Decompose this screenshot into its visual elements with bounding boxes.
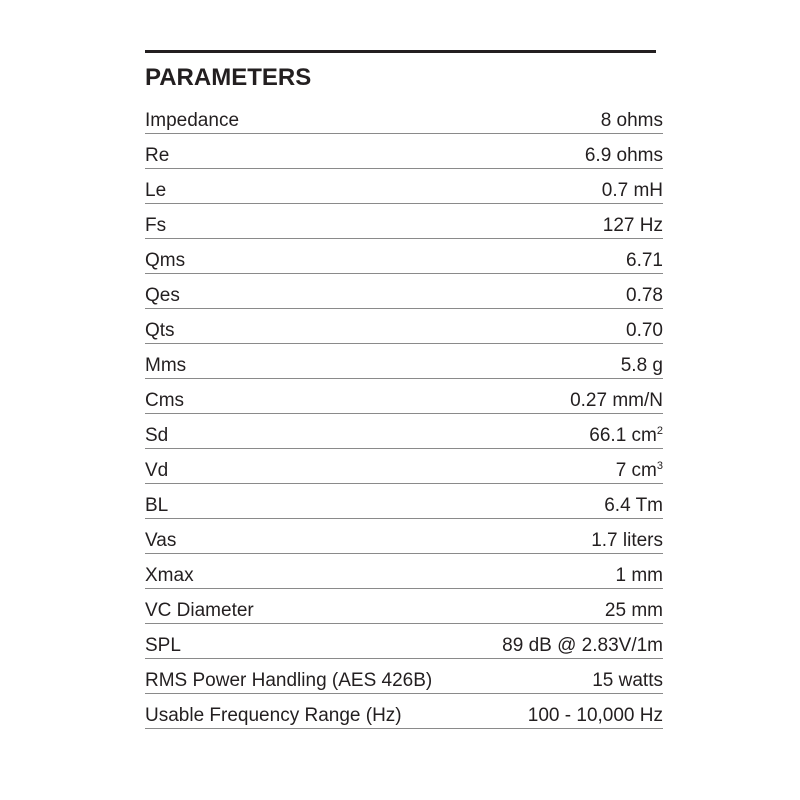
parameter-row — [145, 414, 663, 449]
parameter-row — [145, 309, 663, 344]
parameter-value — [603, 215, 663, 237]
parameter-row — [145, 134, 663, 169]
parameter-label: Usable Frequency Range (Hz) — [145, 705, 402, 726]
parameter-row — [145, 99, 663, 134]
parameter-value — [616, 565, 664, 587]
parameter-row — [145, 694, 663, 729]
parameter-value — [570, 390, 663, 412]
parameters-sheet — [145, 50, 663, 729]
parameter-label: RMS Power Handling (AES 426B) — [145, 670, 433, 691]
parameter-label: Sd — [145, 425, 169, 446]
parameter-value-text: 0.27 mm/N — [570, 390, 663, 411]
parameter-value-text: 0.70 — [626, 320, 663, 341]
parameter-row — [145, 344, 663, 379]
parameter-label: VC Diameter — [145, 600, 254, 621]
parameter-unit-exponent: 2 — [656, 425, 663, 437]
parameter-label: Vd — [145, 460, 169, 481]
parameter-value — [605, 600, 663, 622]
parameter-value-text: 127 Hz — [602, 215, 663, 236]
parameter-row — [145, 169, 663, 204]
parameter-value-text: 5.8 g — [620, 355, 663, 376]
parameter-value-text: 7 cm — [615, 460, 657, 481]
parameter-value-text: 0.7 mH — [601, 180, 663, 201]
parameter-label: Fs — [145, 215, 167, 236]
parameter-value-text: 0.78 — [626, 285, 663, 306]
parameter-label: Qms — [145, 250, 186, 271]
parameter-value — [616, 460, 663, 482]
parameter-value-text: 1 mm — [615, 565, 663, 586]
parameter-row — [145, 239, 663, 274]
parameter-row — [145, 379, 663, 414]
parameter-value — [585, 145, 663, 167]
parameter-row — [145, 659, 663, 694]
parameter-value-text: 6.4 Tm — [604, 495, 663, 516]
parameter-label: Re — [145, 145, 170, 166]
parameter-row — [145, 449, 663, 484]
parameter-label: Cms — [145, 390, 185, 411]
parameter-value — [528, 705, 663, 727]
parameter-value — [592, 670, 663, 692]
parameter-value-text: 15 watts — [592, 670, 663, 691]
parameter-label: Xmax — [145, 565, 194, 586]
parameter-value — [589, 425, 663, 447]
parameter-value — [601, 110, 663, 132]
parameter-value-text: 100 - 10,000 Hz — [527, 705, 663, 726]
parameter-value-text: 8 ohms — [600, 110, 663, 131]
parameter-value — [502, 635, 663, 657]
parameter-label: Vas — [145, 530, 177, 551]
parameter-unit-exponent: 3 — [656, 460, 663, 472]
parameter-value — [591, 530, 663, 552]
parameter-row — [145, 589, 663, 624]
parameter-value — [604, 495, 663, 517]
parameter-value-text: 6.9 ohms — [584, 145, 663, 166]
parameter-row — [145, 519, 663, 554]
parameter-row — [145, 274, 663, 309]
parameter-value-text: 6.71 — [626, 250, 663, 271]
parameter-value — [626, 250, 663, 272]
parameter-value-text: 89 dB @ 2.83V/1m — [502, 635, 663, 656]
parameter-label: Qts — [145, 320, 175, 341]
parameter-value — [626, 320, 663, 342]
parameter-label: Le — [145, 180, 167, 201]
parameter-value-text: 25 mm — [604, 600, 663, 621]
page-title: PARAMETERS — [145, 64, 312, 91]
parameter-value-text: 66.1 cm — [589, 425, 657, 446]
parameter-row — [145, 624, 663, 659]
parameter-label: Mms — [145, 355, 187, 376]
parameters-table — [145, 99, 663, 729]
parameter-value — [626, 285, 663, 307]
parameter-value — [621, 355, 663, 377]
parameter-value-text: 1.7 liters — [591, 530, 663, 551]
parameter-value — [602, 180, 663, 202]
parameter-label: Qes — [145, 285, 180, 306]
parameter-label: BL — [145, 495, 169, 516]
parameter-label: Impedance — [145, 110, 240, 131]
top-divider — [145, 50, 656, 53]
parameter-label: SPL — [145, 635, 181, 656]
parameter-row — [145, 554, 663, 589]
parameter-row — [145, 484, 663, 519]
parameter-row — [145, 204, 663, 239]
